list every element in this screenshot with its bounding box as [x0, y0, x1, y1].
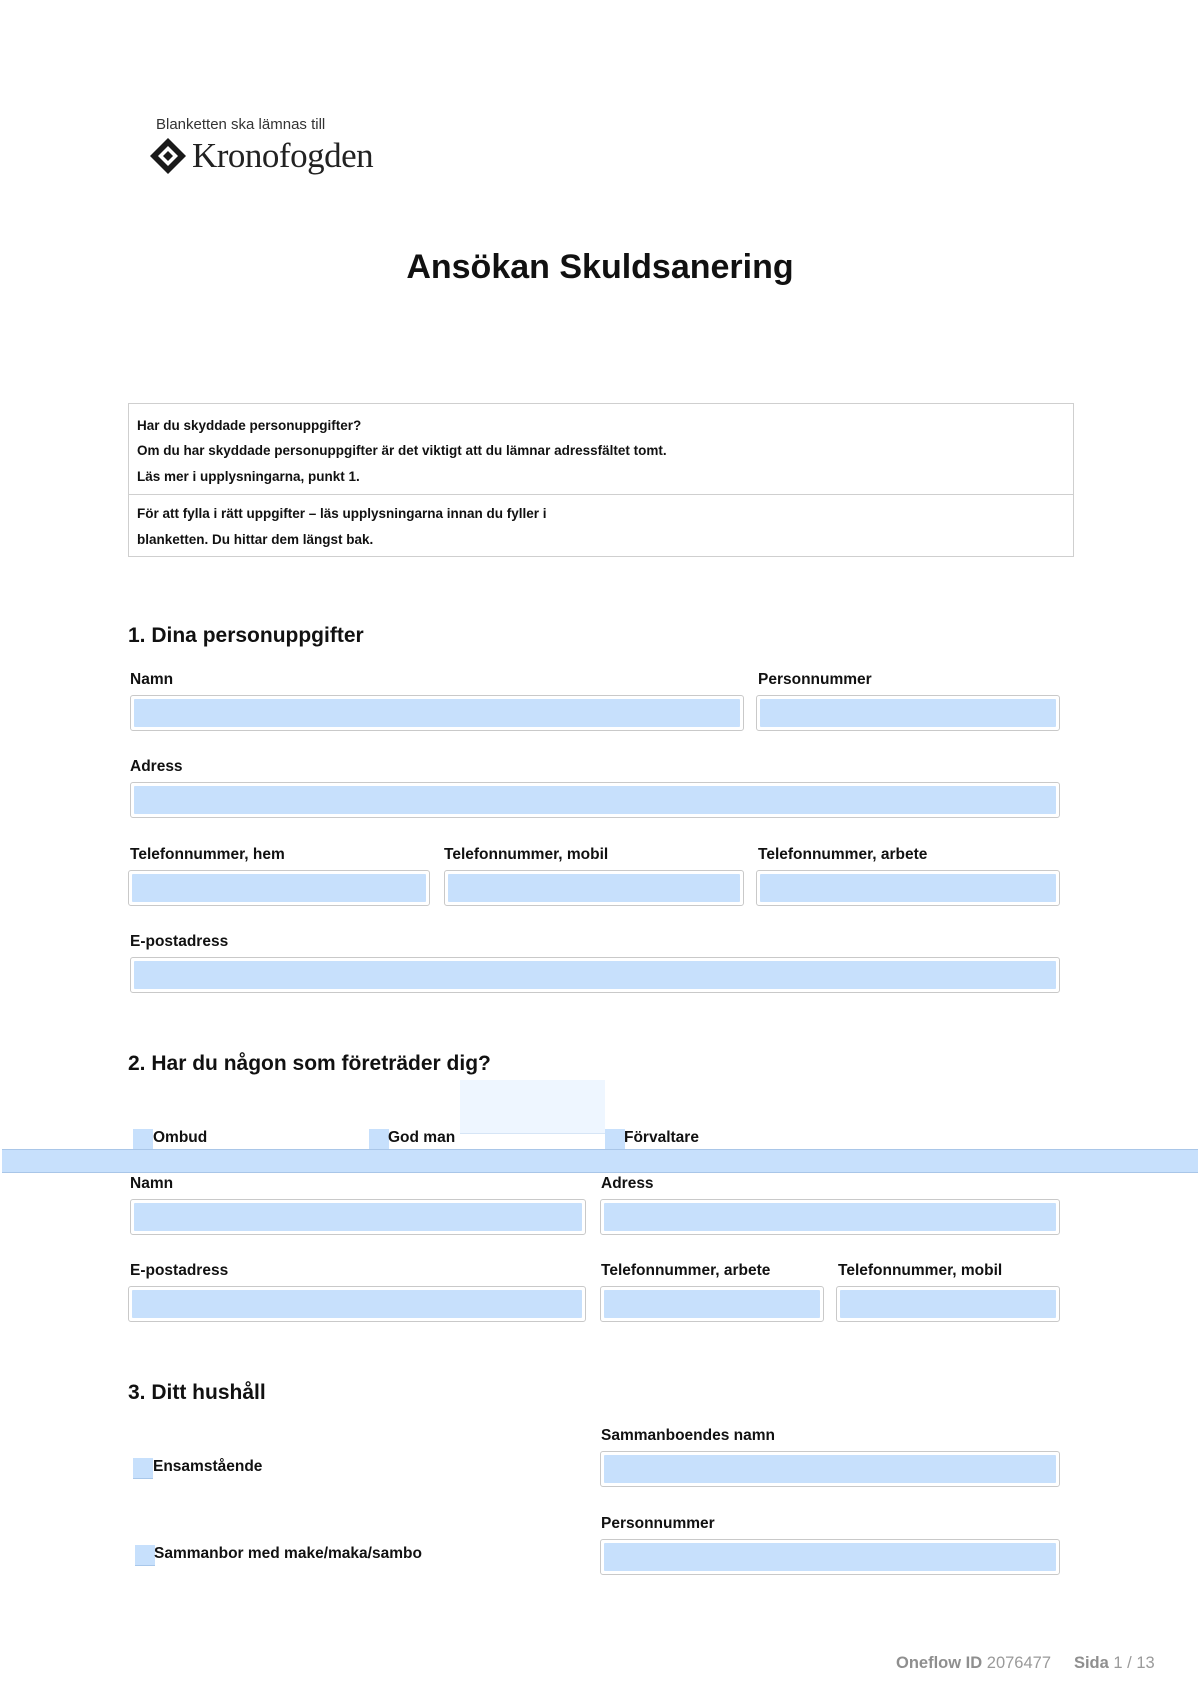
cohabit-checkbox[interactable] — [135, 1545, 155, 1566]
name-input[interactable] — [130, 695, 744, 731]
info-box — [128, 403, 1074, 557]
single-checkbox[interactable] — [133, 1458, 153, 1479]
rep-name-input[interactable] — [130, 1199, 586, 1235]
page-footer — [896, 1654, 1155, 1673]
email-label: E-postadress — [130, 933, 229, 950]
kronofogden-logo — [148, 136, 373, 176]
partner-name-label: Sammanboendes namn — [601, 1427, 775, 1444]
phone-work-label: Telefonnummer, arbete — [758, 846, 928, 863]
name-label: Namn — [130, 671, 174, 688]
rep-phone-mobile-label: Telefonnummer, mobil — [838, 1262, 1003, 1279]
partner-name-input[interactable] — [600, 1451, 1060, 1487]
rep-phone-mobile-input[interactable] — [836, 1286, 1060, 1322]
phone-home-input[interactable] — [128, 870, 430, 906]
page-title: Ansökan Skuldsanering — [406, 248, 794, 286]
forvaltare-label: Förvaltare — [624, 1129, 699, 1146]
protected-data-notice — [129, 404, 1073, 495]
rep-email-label: E-postadress — [130, 1262, 229, 1279]
phone-work-input[interactable] — [756, 870, 1060, 906]
page-number: 1 / 13 — [1113, 1654, 1155, 1672]
section-1-heading: 1. Dina personuppgifter — [128, 624, 364, 647]
godman-checkbox[interactable] — [369, 1129, 389, 1150]
ombud-label: Ombud — [153, 1129, 208, 1146]
logo-wordmark: Kronofogden — [192, 136, 374, 175]
hover-band — [2, 1149, 1198, 1173]
info-line-4: För att fylla i rätt uppgifter – läs upplysningarna innan du fyller i — [137, 506, 547, 521]
pnr-label: Personnummer — [758, 671, 872, 688]
cohabit-label: Sammanbor med make/maka/sambo — [154, 1545, 422, 1562]
address-label: Adress — [130, 758, 183, 775]
highlight-area — [460, 1080, 605, 1134]
forvaltare-checkbox[interactable] — [605, 1129, 625, 1150]
rep-phone-work-label: Telefonnummer, arbete — [601, 1262, 771, 1279]
partner-pnr-label: Personnummer — [601, 1515, 715, 1532]
page-label: Sida — [1073, 1654, 1109, 1672]
address-input[interactable] — [130, 782, 1060, 818]
info-line-1: Har du skyddade personuppgifter? — [137, 418, 362, 433]
oneflow-id: 2076477 — [986, 1654, 1052, 1672]
info-line-5: blanketten. Du hittar dem längst bak. — [137, 532, 374, 547]
godman-label: God man — [388, 1129, 456, 1146]
info-line-3: Läs mer i upplysningarna, punkt 1. — [137, 469, 360, 484]
info-line-2: Om du har skyddade personuppgifter är det viktigt att du lämnar adressfältet tomt. — [137, 443, 667, 458]
phone-mobile-label: Telefonnummer, mobil — [444, 846, 609, 863]
pnr-input[interactable] — [756, 695, 1060, 731]
rep-address-input[interactable] — [600, 1199, 1060, 1235]
rep-address-label: Adress — [601, 1175, 654, 1192]
section-3-heading: 3. Ditt hushåll — [128, 1381, 266, 1404]
phone-home-label: Telefonnummer, hem — [130, 846, 285, 863]
single-label: Ensamstående — [153, 1458, 263, 1475]
partner-pnr-input[interactable] — [600, 1539, 1060, 1575]
section-2-heading: 2. Har du någon som företräder dig? — [128, 1052, 491, 1075]
oneflow-label: Oneflow ID — [896, 1654, 983, 1672]
kronofogden-diamond-icon — [148, 136, 188, 176]
rep-email-input[interactable] — [128, 1286, 586, 1322]
phone-mobile-input[interactable] — [444, 870, 744, 906]
ombud-checkbox[interactable] — [133, 1129, 153, 1150]
rep-phone-work-input[interactable] — [600, 1286, 824, 1322]
email-input[interactable] — [130, 957, 1060, 993]
rep-name-label: Namn — [130, 1175, 174, 1192]
logo-caption: Blanketten ska lämnas till — [156, 116, 326, 133]
